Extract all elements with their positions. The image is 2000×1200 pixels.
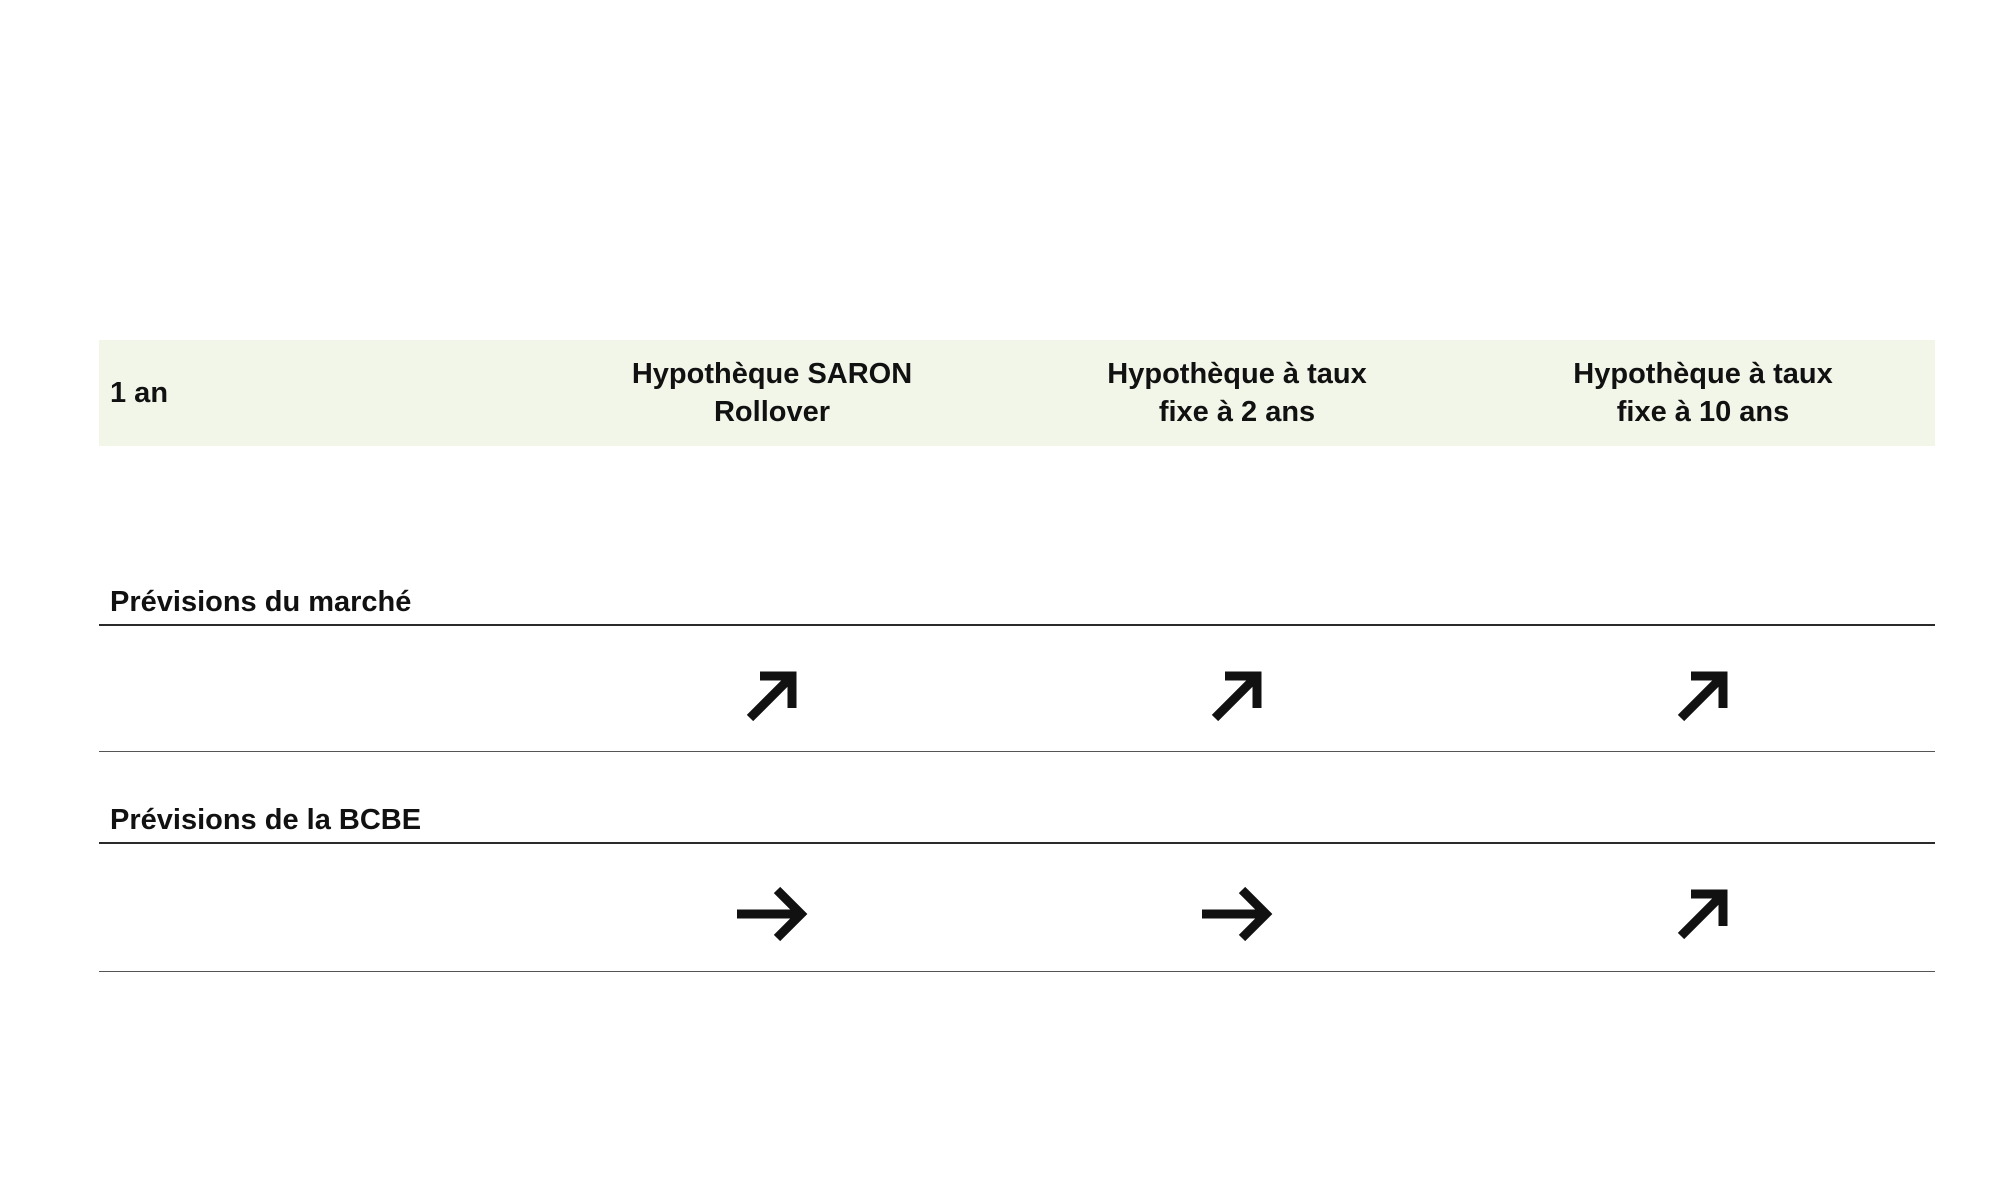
column-header-label: Hypothèque SARON Rollover	[631, 358, 913, 428]
arrow-right-icon	[733, 882, 811, 946]
section-divider	[99, 842, 1935, 844]
section-divider	[99, 624, 1935, 626]
section-title: Prévisions du marché	[110, 586, 412, 618]
column-header-label: Hypothèque à taux fixe à 2 ans	[1107, 358, 1367, 428]
column-header-fixed-2y	[1027, 340, 1447, 446]
forecast-cell	[1493, 864, 1913, 964]
forecast-cell	[562, 646, 982, 746]
period-label: 1 an	[110, 376, 169, 409]
arrow-up-right-icon	[1205, 664, 1269, 728]
row-divider	[99, 751, 1935, 752]
table-header	[99, 340, 1935, 446]
arrow-up-right-icon	[1671, 882, 1735, 946]
forecast-cell	[1493, 646, 1913, 746]
arrow-up-right-icon	[1671, 664, 1735, 728]
column-header-label: Hypothèque à taux fixe à 10 ans	[1573, 358, 1833, 428]
row-divider	[99, 971, 1935, 972]
forecast-cell	[1027, 646, 1447, 746]
section-title: Prévisions de la BCBE	[110, 804, 422, 836]
arrow-right-icon	[1198, 882, 1276, 946]
column-header-fixed-10y	[1493, 340, 1913, 446]
column-header-saron	[562, 340, 982, 446]
forecast-cell	[1027, 864, 1447, 964]
forecast-cell	[562, 864, 982, 964]
forecast-table	[99, 340, 1935, 836]
arrow-up-right-icon	[740, 664, 804, 728]
